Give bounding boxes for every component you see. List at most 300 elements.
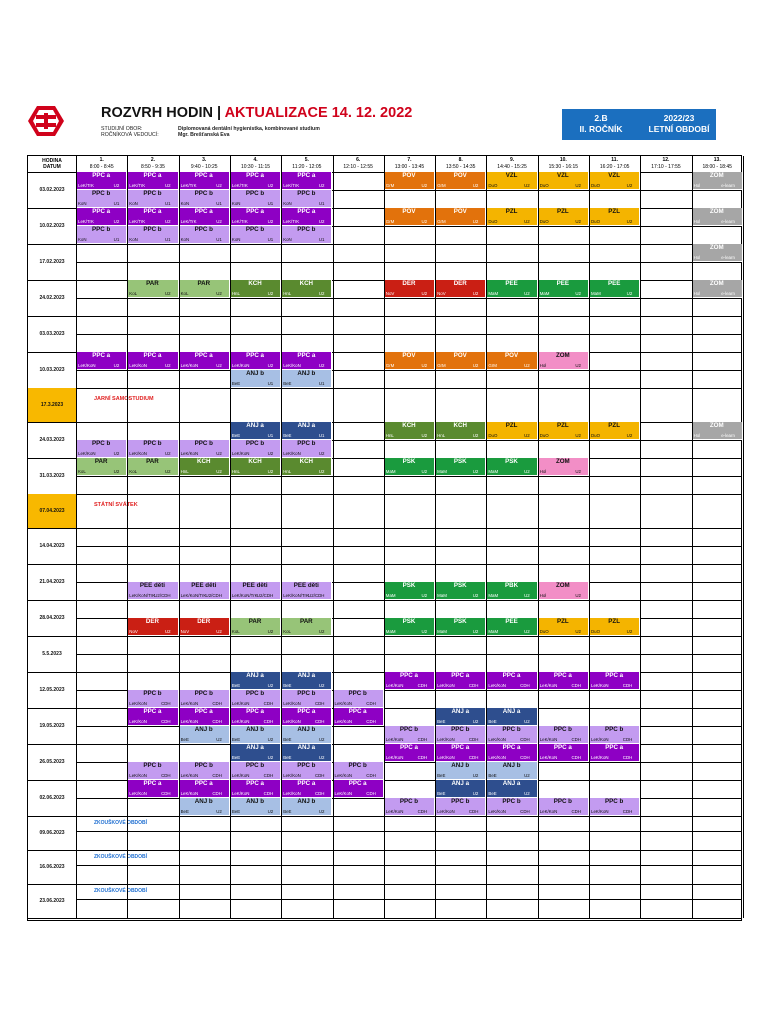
lesson-teacher: Hol bbox=[539, 469, 547, 474]
lesson-teacher: DuO bbox=[488, 183, 498, 188]
lesson-cell bbox=[538, 352, 589, 370]
lesson-room: CDH bbox=[314, 719, 325, 724]
lesson-room: U2 bbox=[216, 363, 222, 368]
period-number: 5. bbox=[304, 157, 309, 163]
lesson-cell bbox=[538, 798, 589, 816]
row-date: 09.06.2023 bbox=[39, 830, 65, 836]
lesson-teacher: LeK/KoN bbox=[488, 683, 506, 688]
lesson-cell bbox=[692, 208, 743, 226]
lesson-cell bbox=[435, 280, 486, 298]
grid-column-line bbox=[230, 156, 231, 918]
lesson-room: U2 bbox=[575, 363, 581, 368]
lesson-subject: ANJ b bbox=[246, 726, 264, 733]
lesson-cell bbox=[589, 744, 640, 762]
lesson-teacher: DuO bbox=[539, 219, 549, 224]
study-info: STUDIJNÍ OBOR: Diplomovaná dentální hygienistka, kombinované studium ROČNÍKOVÁ VEDOUCÍ: Mgr. Brešťanská Eva bbox=[101, 126, 320, 138]
lesson-room: U2 bbox=[421, 629, 428, 634]
lesson-subject: ANJ b bbox=[297, 726, 316, 733]
lesson-teacher: LeK/KoN bbox=[129, 701, 147, 706]
lesson-cell bbox=[179, 208, 230, 226]
lesson-subject: ANJ a bbox=[297, 422, 316, 429]
lesson-room: U2 bbox=[318, 469, 325, 474]
lesson-room: U2 bbox=[472, 183, 479, 188]
lesson-room: CDH bbox=[417, 809, 428, 814]
page-title: ROZVRH HODIN | AKTUALIZACE 14. 12. 2022 bbox=[101, 105, 413, 121]
lesson-subject: POV bbox=[453, 172, 467, 179]
lesson-room: CDH bbox=[366, 773, 376, 778]
lesson-room: U2 bbox=[626, 629, 633, 634]
lesson-subject: PAR bbox=[300, 618, 313, 625]
lesson-subject: PPC b bbox=[348, 690, 367, 697]
lesson-cell bbox=[127, 780, 178, 798]
lesson-room: U2 bbox=[575, 469, 581, 474]
lesson-cell bbox=[281, 744, 332, 762]
lesson-subject: PPC a bbox=[143, 708, 162, 715]
lesson-teacher: KoL bbox=[129, 291, 138, 296]
lesson-room: U2 bbox=[626, 291, 633, 296]
lesson-room: U1 bbox=[267, 433, 274, 438]
lesson-cell bbox=[230, 280, 281, 298]
lesson-room: U1 bbox=[216, 237, 222, 242]
lesson-cell bbox=[230, 370, 281, 388]
lesson-cell bbox=[76, 458, 127, 476]
holiday-label: STÁTNÍ SVÁTEK bbox=[94, 502, 138, 508]
lesson-teacher: LeK/KoN bbox=[385, 809, 404, 814]
period-time: 12:10 - 12:55 bbox=[343, 164, 373, 170]
lesson-cell bbox=[333, 708, 384, 726]
lesson-cell bbox=[435, 208, 486, 226]
lesson-cell bbox=[230, 208, 281, 226]
lesson-room: U2 bbox=[164, 291, 171, 296]
lesson-cell bbox=[230, 762, 281, 780]
lesson-teacher: LeK/KoN bbox=[385, 755, 404, 760]
lesson-teacher: NoV bbox=[437, 291, 446, 296]
lesson-teacher: MaM bbox=[385, 469, 396, 474]
period-number: 6. bbox=[356, 157, 361, 163]
lesson-room: U2 bbox=[421, 593, 428, 598]
lesson-teacher: HnL bbox=[231, 291, 240, 296]
lesson-teacher: LeK/KoN bbox=[334, 701, 353, 706]
lesson-teacher: BeE bbox=[180, 737, 189, 742]
row-date: 12.05.2023 bbox=[39, 687, 65, 693]
lesson-cell bbox=[538, 280, 589, 298]
lesson-cell bbox=[281, 708, 332, 726]
lesson-teacher: KoL bbox=[129, 469, 138, 474]
row-date: 19.05.2023 bbox=[39, 723, 65, 729]
lesson-room: U2 bbox=[318, 291, 325, 296]
lesson-teacher: LeK/KoN bbox=[283, 719, 301, 724]
lesson-subject: PPC a bbox=[143, 780, 162, 787]
lesson-teacher: LeK/KoN bbox=[78, 451, 96, 456]
lesson-subject: PPC a bbox=[246, 352, 264, 359]
period-time: 8:00 - 8:45 bbox=[89, 164, 114, 170]
lesson-subject: PPC b bbox=[451, 726, 470, 733]
lesson-teacher: MaM bbox=[437, 469, 447, 474]
lesson-room: U2 bbox=[216, 291, 222, 296]
lesson-cell bbox=[538, 172, 589, 190]
lesson-subject: ANJ a bbox=[246, 744, 264, 751]
lesson-room: U2 bbox=[472, 791, 479, 796]
lesson-cell bbox=[384, 582, 435, 600]
lesson-subject: PPC b bbox=[399, 798, 419, 805]
lesson-subject: PPC a bbox=[92, 172, 111, 179]
lesson-room: CDH bbox=[468, 737, 479, 742]
lesson-subject: PPC b bbox=[348, 762, 367, 769]
lesson-teacher: LeK/KoN bbox=[283, 791, 301, 796]
lesson-room: U2 bbox=[524, 219, 530, 224]
lesson-subject: PPC a bbox=[297, 172, 316, 179]
lesson-cell bbox=[589, 422, 640, 440]
lesson-room: U2 bbox=[216, 451, 222, 456]
lesson-subject: ANJ b bbox=[246, 370, 264, 377]
lesson-cell bbox=[435, 172, 486, 190]
lesson-teacher: LeK/KoN bbox=[78, 363, 96, 368]
lesson-teacher: DuO bbox=[539, 433, 549, 438]
lesson-teacher: KoN bbox=[180, 201, 190, 206]
lesson-teacher: BeE bbox=[437, 791, 446, 796]
lesson-cell bbox=[281, 458, 332, 476]
lesson-cell bbox=[538, 672, 589, 690]
period-number: 1. bbox=[99, 157, 104, 163]
lesson-teacher: KoN bbox=[129, 201, 138, 206]
lesson-room: CDH bbox=[468, 683, 479, 688]
grid-column-line bbox=[333, 156, 334, 918]
lesson-teacher: HnL bbox=[283, 469, 292, 474]
lesson-room: U2 bbox=[267, 451, 274, 456]
lesson-teacher: LeK/KoN bbox=[488, 809, 506, 814]
lesson-teacher: DuO bbox=[591, 433, 601, 438]
lesson-cell bbox=[281, 762, 332, 780]
lesson-cell bbox=[179, 226, 230, 244]
lesson-subject: PPC a bbox=[451, 744, 470, 751]
lesson-teacher: LeK/KoN/TrK bbox=[129, 593, 155, 598]
lesson-room: CDH bbox=[263, 719, 274, 724]
grid-column-line bbox=[127, 156, 128, 918]
lesson-cell bbox=[281, 690, 332, 708]
lesson-room: U2 bbox=[267, 363, 274, 368]
lesson-room: CDH bbox=[314, 791, 325, 796]
lesson-subject: VZL bbox=[505, 172, 518, 179]
lesson-cell bbox=[281, 172, 332, 190]
lesson-room: CDH bbox=[212, 791, 222, 796]
lesson-room: CDH bbox=[212, 719, 222, 724]
lesson-room: U2 bbox=[267, 469, 274, 474]
lesson-subject: DER bbox=[197, 618, 211, 625]
lesson-cell bbox=[384, 744, 435, 762]
lesson-teacher: BeE bbox=[283, 809, 292, 814]
lesson-teacher: BeE bbox=[231, 433, 241, 438]
lesson-subject: PPC b bbox=[245, 190, 265, 197]
lesson-subject: PPC a bbox=[92, 352, 111, 359]
lesson-room: U2 bbox=[524, 291, 530, 296]
lesson-teacher: LeK/KoN bbox=[539, 755, 558, 760]
lesson-room: U1 bbox=[318, 201, 325, 206]
grid-column-line bbox=[640, 156, 641, 918]
row-date: 23.06.2023 bbox=[39, 898, 65, 904]
lesson-subject: PEE děti bbox=[191, 582, 217, 589]
lesson-cell bbox=[486, 352, 537, 370]
lesson-teacher: BeE bbox=[283, 755, 292, 760]
lesson-room: U2 bbox=[472, 593, 479, 598]
lesson-subject: ZOM bbox=[555, 582, 570, 589]
lesson-cell bbox=[435, 708, 486, 726]
lesson-room: U2 bbox=[318, 363, 325, 368]
lesson-teacher: KoN bbox=[231, 201, 241, 206]
lesson-subject: ZOM bbox=[709, 422, 724, 429]
lesson-subject: PPC b bbox=[605, 726, 624, 733]
lesson-subject: PPC b bbox=[194, 190, 213, 197]
lesson-subject: ANJ b bbox=[297, 370, 316, 377]
lesson-room: e-learn bbox=[721, 291, 735, 296]
lesson-subject: PEE bbox=[505, 618, 518, 625]
row-date: 07.04.2023 bbox=[39, 508, 65, 514]
lesson-room: CDH bbox=[417, 737, 428, 742]
lesson-teacher: Hol bbox=[539, 593, 547, 598]
lesson-room: U2 bbox=[472, 719, 479, 724]
lesson-teacher: LeK/TrK bbox=[180, 219, 197, 224]
lesson-subject: PSK bbox=[402, 582, 416, 589]
lesson-teacher: MaM bbox=[591, 291, 601, 296]
lesson-teacher: BeE bbox=[283, 433, 292, 438]
lesson-room: U2 bbox=[216, 737, 222, 742]
lesson-subject: ANJ a bbox=[502, 708, 521, 715]
lesson-cell bbox=[486, 422, 537, 440]
lesson-cell bbox=[179, 726, 230, 744]
lesson-room: U2 bbox=[216, 629, 222, 634]
lesson-teacher: LeK/KoN bbox=[334, 791, 353, 796]
period-number: 12. bbox=[662, 157, 670, 163]
lesson-room: U1 bbox=[113, 201, 120, 206]
lesson-teacher: HnL bbox=[180, 469, 189, 474]
lesson-subject: PPC a bbox=[400, 744, 418, 751]
lesson-cell bbox=[230, 458, 281, 476]
lesson-room: U2 bbox=[524, 183, 530, 188]
row-date: 24.02.2023 bbox=[39, 295, 65, 301]
lesson-cell bbox=[486, 208, 537, 226]
row-date: 17.02.2023 bbox=[39, 259, 65, 265]
lesson-subject: ANJ a bbox=[451, 780, 470, 787]
lesson-room: U2 bbox=[113, 451, 120, 456]
lesson-room: U2 bbox=[421, 219, 428, 224]
lesson-subject: ZOM bbox=[555, 458, 570, 465]
lesson-teacher: GrM bbox=[437, 183, 446, 188]
lesson-cell bbox=[486, 618, 537, 636]
lesson-cell bbox=[281, 618, 332, 636]
lesson-teacher: Hol bbox=[693, 433, 701, 438]
lesson-subject: POV bbox=[453, 208, 467, 215]
lesson-teacher: GrM bbox=[385, 219, 395, 224]
lesson-teacher: KoN bbox=[78, 237, 87, 242]
lesson-room: CDH bbox=[520, 737, 530, 742]
lesson-cell bbox=[230, 798, 281, 816]
exam-period-label: ZKOUŠKOVÉ OBDOBÍ bbox=[94, 888, 148, 894]
lesson-subject: PPC b bbox=[143, 190, 162, 197]
lesson-cell bbox=[230, 726, 281, 744]
lesson-subject: VZL bbox=[556, 172, 569, 179]
lesson-cell bbox=[230, 672, 281, 690]
period-time: 16:20 - 17:05 bbox=[599, 164, 630, 170]
lesson-cell bbox=[179, 280, 230, 298]
lesson-room: CDH bbox=[622, 755, 633, 760]
lesson-subject: PEE bbox=[505, 280, 518, 287]
lesson-subject: ZOM bbox=[709, 244, 724, 251]
row-date: 03.02.2023 bbox=[39, 187, 65, 193]
period-number: 8. bbox=[458, 157, 463, 163]
period-time: 9:40 - 10:25 bbox=[190, 164, 218, 170]
grid-column-line bbox=[589, 156, 590, 918]
period-number: 4. bbox=[253, 157, 258, 163]
lesson-room: U2 bbox=[216, 809, 222, 814]
lesson-room: U2 bbox=[472, 433, 479, 438]
period-time: 13:00 - 13:45 bbox=[394, 164, 425, 170]
lesson-subject: PPC a bbox=[246, 708, 264, 715]
lesson-teacher: LeK/KoN/TrK bbox=[283, 593, 309, 598]
lesson-subject: PPC a bbox=[297, 780, 316, 787]
lesson-room: U2 bbox=[113, 183, 120, 188]
lesson-subject: PZL bbox=[608, 618, 620, 625]
lesson-cell bbox=[230, 440, 281, 458]
lesson-subject: KCH bbox=[248, 280, 262, 287]
lesson-cell bbox=[127, 226, 178, 244]
lesson-room: e-learn bbox=[721, 255, 735, 260]
lesson-teacher: NoV bbox=[129, 629, 138, 634]
exam-period-label: ZKOUŠKOVÉ OBDOBÍ bbox=[94, 820, 148, 826]
lesson-subject: ANJ a bbox=[502, 780, 521, 787]
lesson-room: U2 bbox=[267, 183, 274, 188]
lesson-subject: POV bbox=[402, 172, 416, 179]
lesson-teacher: BeE bbox=[283, 737, 292, 742]
lesson-teacher: KoN bbox=[180, 237, 190, 242]
lesson-cell bbox=[435, 582, 486, 600]
lesson-teacher: BeE bbox=[231, 683, 241, 688]
lesson-room: U2 bbox=[524, 593, 530, 598]
lesson-cell bbox=[76, 226, 127, 244]
lesson-subject: POV bbox=[402, 352, 416, 359]
lesson-teacher: LeK/KoN bbox=[385, 683, 404, 688]
period-number: 11. bbox=[611, 157, 618, 163]
grid-column-line bbox=[435, 156, 436, 918]
lesson-room: CDH bbox=[622, 683, 633, 688]
period-time: 15:30 - 16:15 bbox=[548, 164, 579, 170]
lesson-room: CDH bbox=[571, 683, 581, 688]
lesson-room: U2 bbox=[318, 219, 325, 224]
lesson-cell bbox=[281, 440, 332, 458]
lesson-teacher: MaM bbox=[488, 629, 499, 634]
lesson-room: U1 bbox=[164, 237, 171, 242]
lesson-subject: PZL bbox=[505, 422, 518, 429]
lesson-teacher: MaM bbox=[437, 629, 447, 634]
lesson-cell bbox=[435, 352, 486, 370]
lesson-cell bbox=[486, 726, 537, 744]
lesson-teacher: BeE bbox=[437, 773, 446, 778]
lesson-teacher: LeK/KoN bbox=[180, 451, 199, 456]
lesson-subject: PPC a bbox=[92, 208, 111, 215]
row-date: 02.06.2023 bbox=[39, 795, 65, 801]
lesson-subject: ANJ a bbox=[451, 708, 470, 715]
lesson-subject: PSK bbox=[453, 582, 467, 589]
lesson-cell bbox=[486, 744, 537, 762]
lesson-room: U2 bbox=[626, 219, 633, 224]
lesson-teacher: BeE bbox=[488, 719, 497, 724]
lesson-room: U1 bbox=[318, 381, 325, 386]
period-time: 11:20 - 12:05 bbox=[292, 164, 322, 170]
school-logo-icon bbox=[27, 104, 65, 138]
grid-column-line bbox=[179, 156, 180, 918]
lesson-cell bbox=[486, 458, 537, 476]
lesson-teacher: HnL bbox=[385, 433, 394, 438]
lesson-room: U2 bbox=[267, 809, 274, 814]
lesson-subject: PPC a bbox=[553, 744, 572, 751]
lesson-cell bbox=[692, 172, 743, 190]
lesson-teacher: LeK/TrK bbox=[78, 183, 94, 188]
lesson-subject: PPC a bbox=[246, 208, 264, 215]
lesson-cell bbox=[281, 672, 332, 690]
lesson-cell bbox=[435, 744, 486, 762]
lesson-subject: PZL bbox=[608, 422, 620, 429]
lesson-cell bbox=[127, 618, 178, 636]
lesson-subject: PPC b bbox=[245, 690, 265, 697]
lesson-subject: KCH bbox=[299, 458, 314, 465]
lesson-cell bbox=[281, 422, 332, 440]
lesson-teacher: LeK/KoN bbox=[231, 791, 250, 796]
lesson-cell bbox=[179, 798, 230, 816]
lesson-room: U2 bbox=[164, 363, 171, 368]
lesson-subject: KCH bbox=[248, 458, 262, 465]
grid-column-line bbox=[538, 156, 539, 918]
lesson-room: CDH bbox=[571, 809, 581, 814]
lesson-room: U2 bbox=[164, 469, 171, 474]
lesson-subject: PPC a bbox=[605, 672, 624, 679]
lesson-subject: PSK bbox=[402, 458, 416, 465]
lesson-teacher: LeK/TrK bbox=[283, 219, 300, 224]
lesson-teacher: LeK/KoN bbox=[437, 755, 455, 760]
lesson-cell bbox=[333, 780, 384, 798]
lesson-cell bbox=[435, 726, 486, 744]
lesson-room: U2 bbox=[113, 219, 120, 224]
lesson-teacher: GrM bbox=[437, 219, 446, 224]
holiday-label: JARNÍ SAMOSTUDIUM bbox=[94, 396, 154, 402]
lesson-room: U2 bbox=[575, 183, 581, 188]
lesson-teacher: LeK/KoN bbox=[180, 791, 199, 796]
lesson-room: CDH bbox=[622, 809, 633, 814]
lesson-subject: KCH bbox=[453, 422, 467, 429]
lesson-room: CDH bbox=[520, 683, 530, 688]
lesson-cell bbox=[692, 422, 743, 440]
lesson-room: CDH bbox=[468, 809, 479, 814]
lesson-room: U2 bbox=[421, 183, 428, 188]
lesson-subject: PPC b bbox=[143, 226, 162, 233]
lesson-teacher: MaM bbox=[385, 593, 396, 598]
timetable-grid bbox=[27, 155, 742, 921]
lesson-teacher: BeE bbox=[488, 773, 497, 778]
lesson-teacher: Hol bbox=[693, 291, 701, 296]
lesson-cell bbox=[538, 726, 589, 744]
lesson-cell bbox=[179, 762, 230, 780]
grid-column-line bbox=[281, 156, 282, 918]
lesson-room: U2 bbox=[267, 291, 274, 296]
lesson-subject: PEE bbox=[607, 280, 621, 287]
lesson-teacher: KoN bbox=[283, 237, 292, 242]
lesson-room: U2 bbox=[626, 433, 633, 438]
lesson-cell bbox=[538, 422, 589, 440]
lesson-subject: PPC b bbox=[502, 798, 521, 805]
lesson-subject: ANJ a bbox=[246, 672, 264, 679]
lesson-cell bbox=[435, 672, 486, 690]
lesson-cell bbox=[384, 458, 435, 476]
lesson-teacher: LeK/KoN bbox=[334, 719, 353, 724]
lesson-teacher: LeK/KoN bbox=[591, 683, 609, 688]
period-time: 13:50 - 14:35 bbox=[446, 164, 476, 170]
